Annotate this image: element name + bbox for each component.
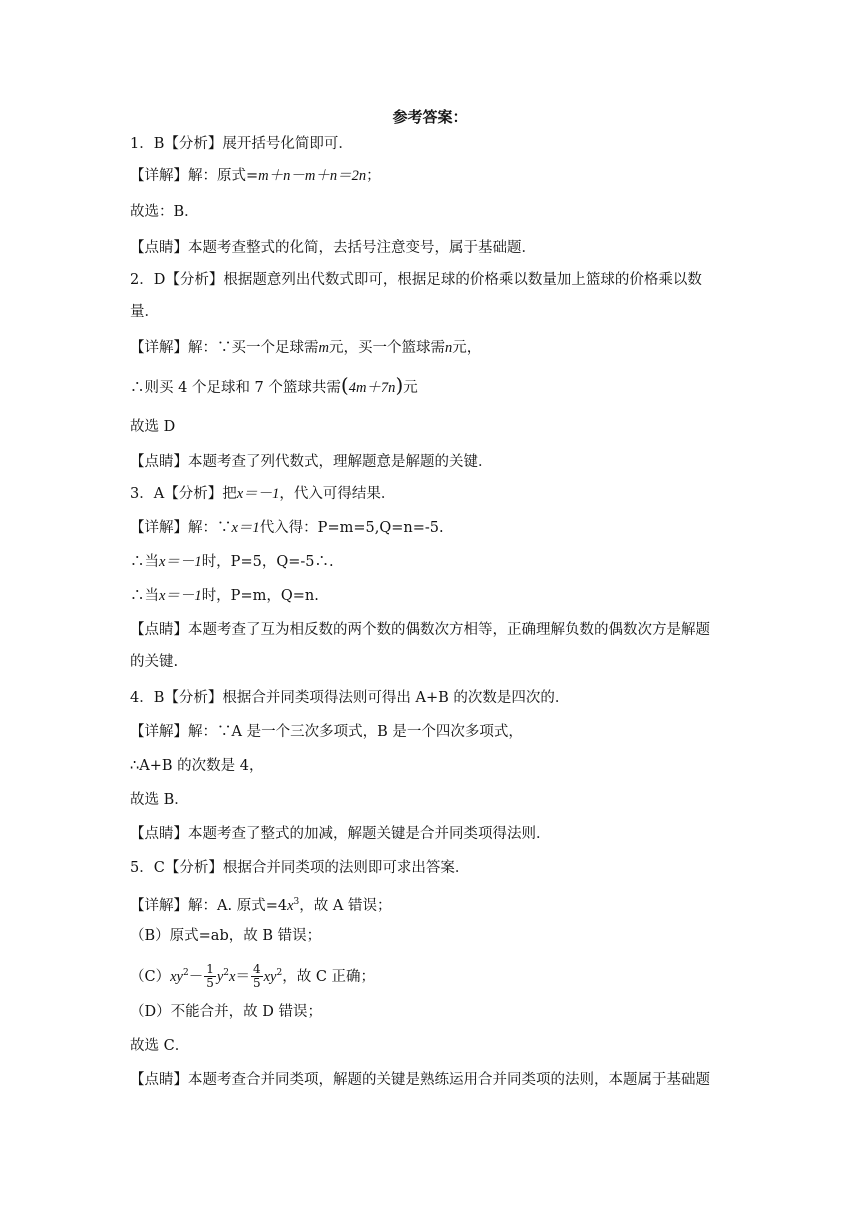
q2-solution-text-d: ∴则买 4 个足球和 7 个篮球共需: [130, 380, 341, 396]
q5-solution-a: [130, 892, 391, 916]
q5-c-frac2-num: 4: [252, 962, 261, 977]
q3-analysis: [130, 484, 395, 504]
q3-solution-math: x＝1: [231, 520, 260, 536]
q3-line3: [130, 552, 334, 572]
q1-solution-text: 【详解】解：原式=: [130, 168, 259, 184]
q2-solution-line1: [130, 338, 481, 358]
q3-solution: [130, 518, 444, 538]
page-title: 参考答案：: [392, 108, 468, 126]
q2-analysis-line1: 2．D【分析】根据题意列出代数式即可，根据足球的价格乘以数量加上篮球的价格乘以数: [130, 272, 702, 288]
q5-c-frac1-den: 5: [206, 976, 214, 991]
q4-comment: 【点睛】本题考查了整式的加减，解题关键是合并同类项得法则．: [130, 826, 551, 842]
q2-solution-text-c: 元，: [452, 340, 482, 356]
q5-comment: 【点睛】本题考查合并同类项，解题的关键是熟练运用合并同类项的法则，本题属于基础题: [130, 1072, 710, 1088]
q1-comment: 【点睛】本题考查整式的化简，去括号注意变号，属于基础题．: [130, 240, 536, 256]
q3-solution-end: 代入得：P=m=5,Q=n=-5.: [259, 520, 444, 536]
q5-c-equals: ＝: [235, 968, 250, 985]
q2-analysis-line2: 量．: [130, 304, 159, 320]
q2-paren-left: (: [340, 373, 349, 397]
q5-option-c: [130, 958, 375, 992]
q3-line3-math: x＝－1: [159, 554, 202, 570]
q2-paren-right: ): [395, 373, 404, 397]
q3-line4-end: 时，P=m，Q=n.: [201, 588, 319, 604]
q5-c-term3: xy: [263, 968, 277, 985]
q3-line4-text: ∴当: [130, 588, 159, 604]
q5-analysis: 5．C【分析】根据合并同类项的法则即可求出答案．: [130, 860, 470, 876]
q5-c-exp3: 2: [276, 968, 283, 978]
q3-line3-end: 时，P=5，Q=-5∴.: [201, 554, 334, 570]
q1-solution: [130, 166, 381, 186]
q2-solution-line2: [130, 375, 418, 398]
q5-c-term1: xy: [170, 968, 183, 985]
q5-option-b: （B）原式=ab，故 B 错误；: [130, 928, 322, 944]
q4-solution: 【详解】解：∵A 是一个三次多项式，B 是一个四次多项式，: [130, 724, 523, 740]
q3-analysis-text: 3．A【分析】把: [130, 486, 237, 502]
q5-c-prefix: （C）: [130, 968, 171, 985]
q2-comment: 【点睛】本题考查了列代数式，理解题意是解题的关键．: [130, 454, 493, 470]
q5-c-fraction1: [204, 963, 216, 990]
q4-analysis: 4．B【分析】根据合并同类项得法则可得出 A+B 的次数是四次的．: [130, 690, 570, 706]
q3-analysis-end: ，代入可得结果．: [279, 486, 396, 502]
q3-comment-line1: 【点睛】本题考查了互为相反数的两个数的偶数次方相等，正确理解负数的偶数次方是解题: [130, 622, 710, 638]
q3-solution-text: 【详解】解：∵: [130, 520, 232, 536]
q1-solution-end: ；: [366, 168, 381, 184]
q2-var-n: n: [444, 340, 453, 356]
q2-solution-text-b: 元，买一个篮球需: [328, 340, 445, 356]
q5-exponent: 3: [293, 897, 300, 907]
q5-c-frac1-num: 1: [206, 962, 214, 977]
q2-solution-text: 【详解】解：∵买一个足球需: [130, 340, 319, 356]
q4-answer: 故选 B．: [130, 792, 189, 808]
q5-c-minus: －: [188, 968, 204, 985]
q1-solution-math: m＋n－m＋n＝2n: [258, 168, 367, 184]
q5-c-suffix: ，故 C 正确；: [282, 968, 376, 985]
q4-line3: ∴A+B 的次数是 4，: [130, 758, 264, 774]
q1-analysis: 1．B【分析】展开括号化简即可．: [130, 136, 353, 152]
q5-c-term2: y: [216, 968, 224, 985]
q5-c-exp1: 2: [182, 968, 189, 978]
q3-comment-line2: 的关键.: [130, 654, 179, 670]
q5-solution-end: ，故 A 错误；: [299, 897, 392, 914]
q5-answer: 故选 C．: [130, 1038, 190, 1054]
q3-analysis-math: x＝－1: [236, 486, 280, 502]
q5-var-x: x: [287, 897, 294, 914]
q5-solution-text: 【详解】解：A. 原式=4: [130, 897, 288, 914]
q5-c-term2-x: x: [229, 968, 236, 985]
q2-expression: 4m＋7n: [348, 380, 396, 396]
q3-line4-math: x＝－1: [159, 588, 202, 604]
q5-c-exp2: 2: [223, 968, 230, 978]
q1-answer: 故选：B．: [130, 204, 199, 220]
q3-line4: [130, 586, 319, 606]
q2-answer: 故选 D: [130, 419, 176, 435]
q5-c-frac2-den: 5: [252, 976, 261, 991]
q5-option-d: （D）不能合并，故 D 错误；: [130, 1004, 322, 1020]
q3-line3-text: ∴当: [130, 554, 159, 570]
q2-solution-text-e: 元: [403, 380, 418, 396]
q5-c-fraction2: [251, 963, 263, 990]
q2-var-m: m: [318, 340, 329, 356]
